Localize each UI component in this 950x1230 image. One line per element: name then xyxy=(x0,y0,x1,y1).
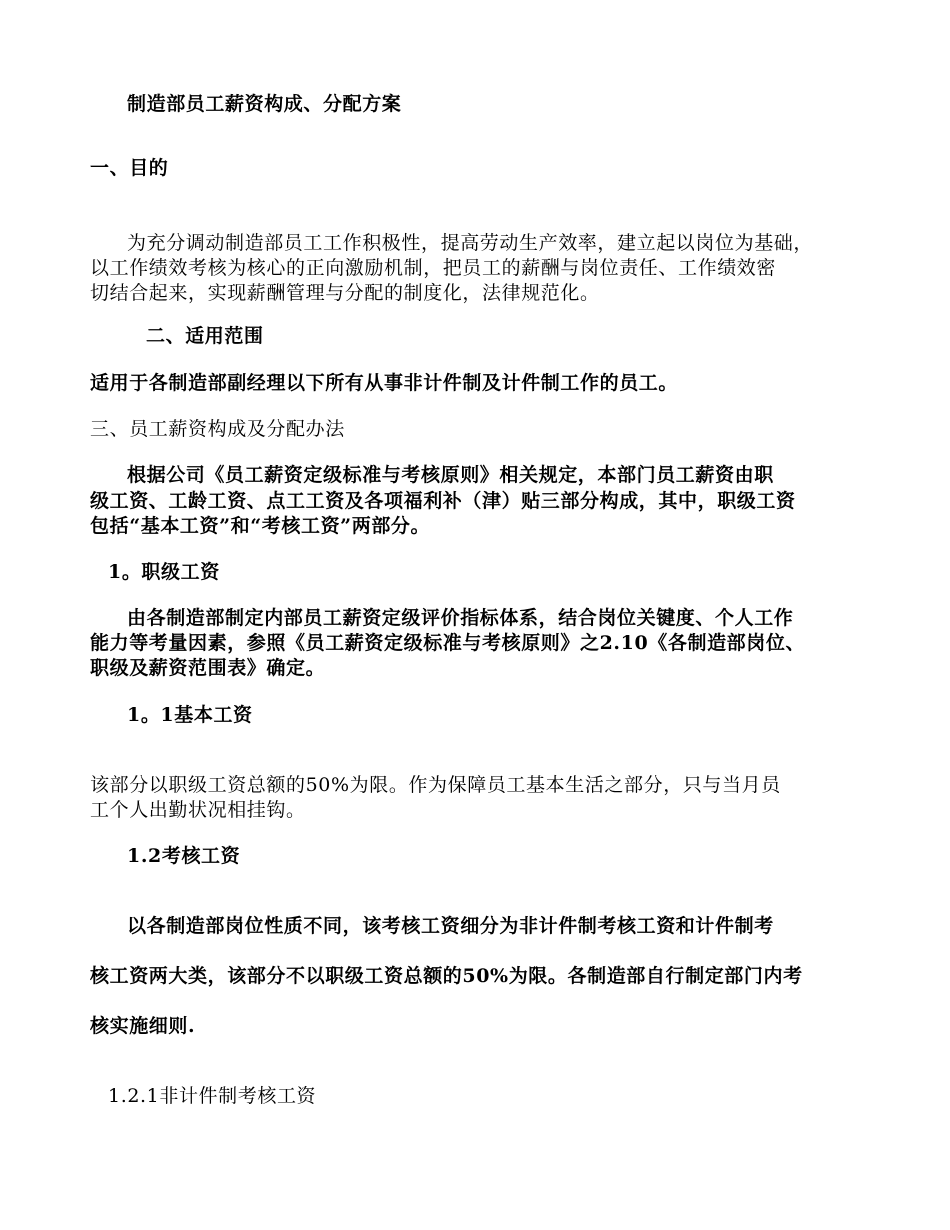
section-3-heading: 三、员工薪资构成及分配办法 xyxy=(90,418,345,440)
subsection-1-line-3: 职级及薪资范围表》确定。 xyxy=(90,657,326,679)
subsection-1-line-2: 能力等考量因素，参照《员工薪资定级标准与考核原则》之2.10《各制造部岗位、 xyxy=(90,632,806,654)
section-1-line-1: 为充分调动制造部员工工作积极性，提高劳动生产效率，建立起以岗位为基础， xyxy=(127,232,814,254)
subsection-1-2-1-heading: 1.2.1非计件制考核工资 xyxy=(108,1085,317,1107)
subsection-1-2-line-3: 核实施细则. xyxy=(90,1015,196,1037)
subsection-1-1-line-2: 工个人出勤状况相挂钩。 xyxy=(90,799,306,821)
subsection-1-line-1: 由各制造部制定内部员工薪资定级评价指标体系，结合岗位关键度、个人工作 xyxy=(127,607,794,629)
section-3-line-2: 级工资、工龄工资、点工工资及各项福利补（津）贴三部分构成，其中，职级工资 xyxy=(90,490,796,512)
section-1-line-3: 切结合起来，实现薪酬管理与分配的制度化，法律规范化。 xyxy=(90,282,600,304)
section-3-line-1: 根据公司《员工薪资定级标准与考核原则》相关规定，本部门员工薪资由职 xyxy=(127,464,774,486)
section-1-heading: 一、目的 xyxy=(90,157,169,179)
section-2-body: 适用于各制造部副经理以下所有从事非计件制及计件制工作的员工。 xyxy=(90,372,679,394)
subsection-1-2-line-1: 以各制造部岗位性质不同，该考核工资细分为非计件制考核工资和计件制考 xyxy=(127,915,774,937)
document-title: 制造部员工薪资构成、分配方案 xyxy=(127,93,402,115)
subsection-1-1-line-1: 该部分以职级工资总额的50%为限。作为保障员工基本生活之部分，只与当月员 xyxy=(90,774,781,796)
subsection-1-2-heading: 1.2考核工资 xyxy=(127,845,241,867)
section-3-line-3: 包括“基本工资”和“考核工资”两部分。 xyxy=(90,515,431,537)
subsection-1-1-heading: 1。1基本工资 xyxy=(127,704,253,726)
subsection-1-2-line-2: 核工资两大类，该部分不以职级工资总额的50%为限。各制造部自行制定部门内考 xyxy=(90,965,803,987)
subsection-1-heading: 1。职级工资 xyxy=(108,561,220,583)
section-1-line-2: 以工作绩效考核为核心的正向激励机制，把员工的薪酬与岗位责任、工作绩效密 xyxy=(90,257,777,279)
section-2-heading: 二、适用范围 xyxy=(146,325,264,347)
